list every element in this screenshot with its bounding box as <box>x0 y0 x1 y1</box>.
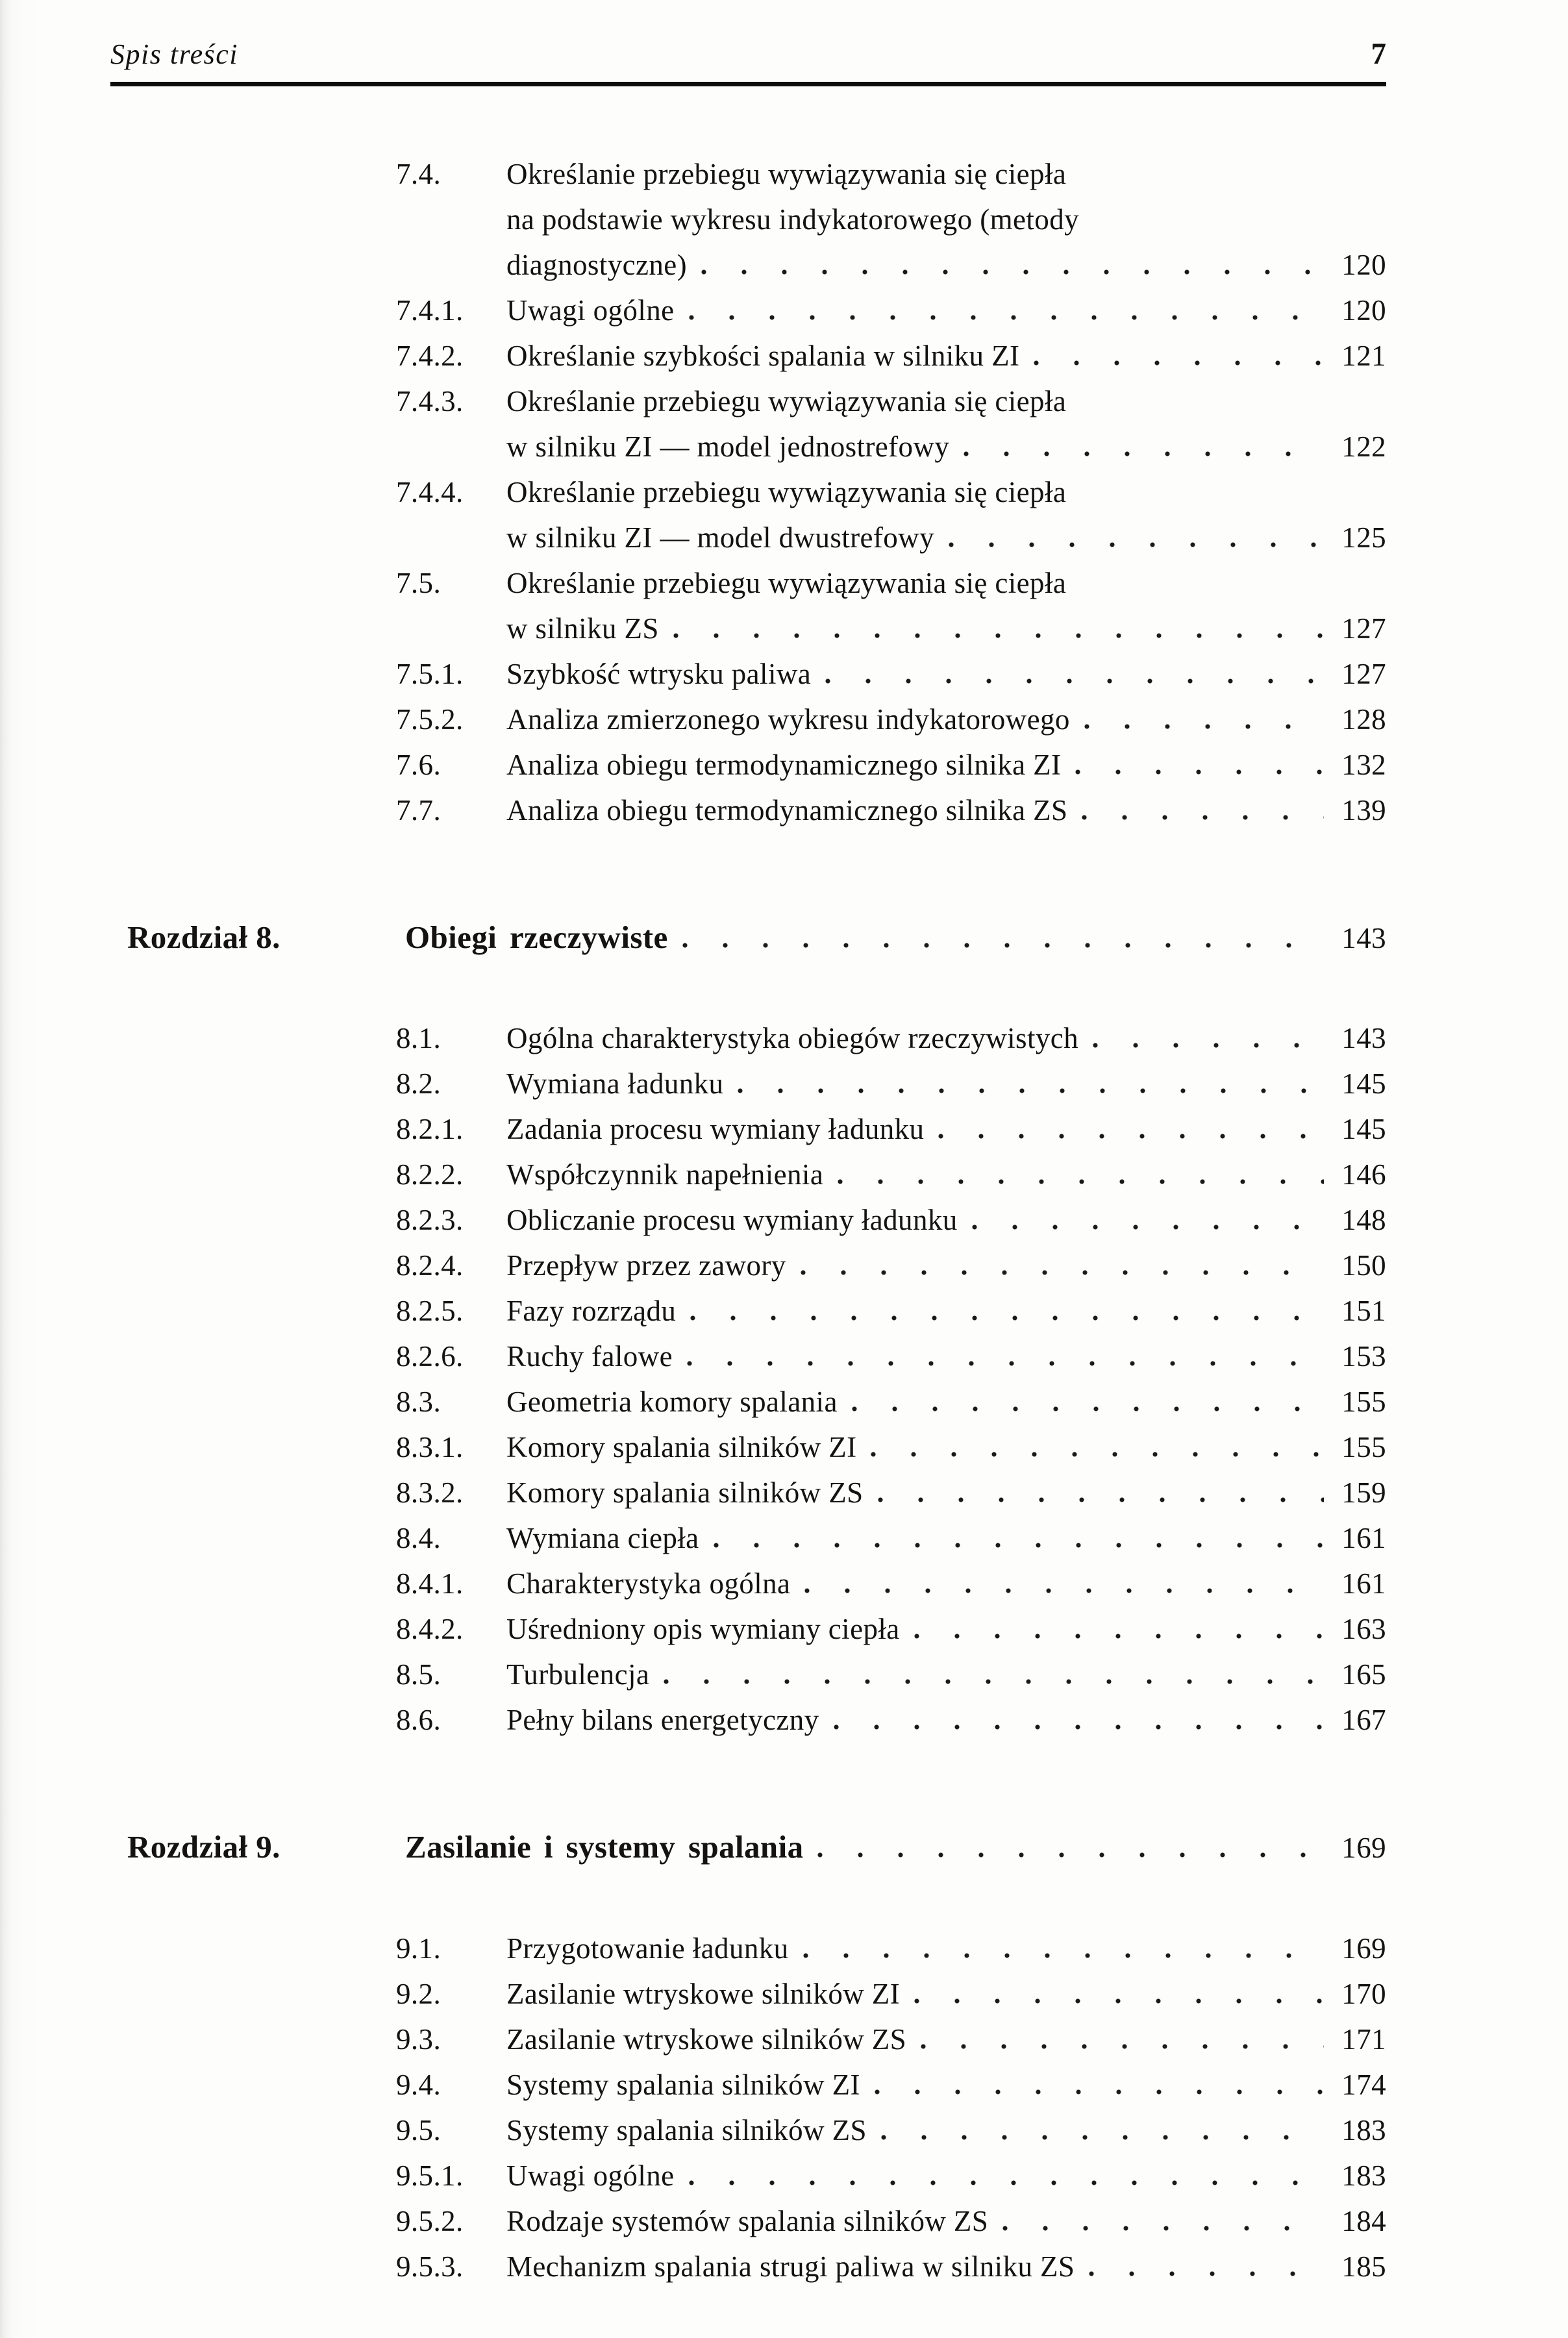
entry-title-text: Obliczanie procesu wymiany ładunku <box>506 1204 958 1237</box>
entry-number: 7.4.1. <box>396 294 464 327</box>
entry-title <box>506 560 1386 651</box>
dot-leader <box>871 1452 1324 1457</box>
entry-title-text: Określanie przebiegu wywiązywania się ciepła <box>506 158 1067 190</box>
toc-entry <box>110 742 1386 788</box>
entry-title-text: Fazy rozrządu <box>506 1295 677 1328</box>
toc-entry <box>110 379 1386 469</box>
entry-title-text: Ruchy falowe <box>506 1340 673 1373</box>
entry-page-number: 185 <box>1341 2250 1386 2283</box>
dot-leader <box>804 1588 1324 1593</box>
chapter-title: Zasilanie i systemy spalania <box>405 1829 804 1865</box>
entry-page-number: 148 <box>1341 1204 1386 1237</box>
entry-title <box>506 1379 1386 1424</box>
entry-title-text: Komory spalania silników ZS <box>506 1476 864 1510</box>
entry-title <box>506 1652 1386 1697</box>
entry-number: 7.4.3. <box>396 385 464 417</box>
entry-number: 8.1. <box>396 1022 442 1055</box>
dot-leader <box>938 1134 1324 1139</box>
entry-title <box>506 1424 1386 1470</box>
entry-title-line <box>506 2198 1386 2244</box>
entry-title-line <box>506 1470 1386 1515</box>
header-rule <box>110 82 1386 86</box>
entry-title <box>506 1697 1386 1743</box>
toc-entry <box>110 1106 1386 1152</box>
entry-title <box>506 1561 1386 1606</box>
dot-leader <box>817 1852 1324 1858</box>
entry-title-text: Mechanizm spalania strugi paliwa w silniku ZS <box>506 2250 1075 2283</box>
chapter-title-line <box>405 917 1386 957</box>
toc-entry <box>110 2062 1386 2108</box>
entry-title-text: Analiza obiegu termodynamicznego silnika ZS <box>506 794 1068 827</box>
entry-number: 8.2.2. <box>396 1158 464 1191</box>
entry-title-line <box>506 1152 1386 1197</box>
entry-title-text: Zadania procesu wymiany ładunku <box>506 1113 925 1146</box>
entry-title-text: Analiza zmierzonego wykresu indykatorowego <box>506 703 1070 736</box>
entry-title <box>506 2017 1386 2062</box>
entry-title-line <box>506 1243 1386 1288</box>
dot-leader <box>1075 769 1324 775</box>
entry-title-text: Określanie przebiegu wywiązywania się ciepła <box>506 567 1067 599</box>
entry-page-number: 163 <box>1341 1613 1386 1646</box>
entry-page-number: 170 <box>1341 1977 1386 2010</box>
entry-number: 8.5. <box>396 1658 442 1691</box>
entry-title-text: Określanie przebiegu wywiązywania się ciepła <box>506 476 1067 508</box>
entry-page-number: 125 <box>1341 521 1386 554</box>
entry-title <box>506 469 1386 560</box>
entry-page-number: 155 <box>1341 1431 1386 1464</box>
entry-page-number: 153 <box>1341 1340 1386 1373</box>
dot-leader <box>914 1998 1324 2004</box>
entry-title-text: Analiza obiegu termodynamicznego silnika ZI <box>506 749 1062 781</box>
entry-title <box>506 2062 1386 2108</box>
entry-title <box>506 2153 1386 2198</box>
entry-page-number: 161 <box>1341 1522 1386 1555</box>
entry-number: 8.6. <box>396 1704 442 1737</box>
dot-leader <box>1084 724 1324 729</box>
entry-title-text: Rodzaje systemów spalania silników ZS <box>506 2204 989 2237</box>
entry-title <box>506 1606 1386 1652</box>
entry-title <box>506 2244 1386 2289</box>
chapter-title-line <box>405 1827 1386 1867</box>
entry-title-line <box>506 1926 1386 1971</box>
entry-page-number: 150 <box>1341 1249 1386 1282</box>
entry-title <box>506 151 1386 288</box>
entry-title <box>506 1470 1386 1515</box>
toc-entry <box>110 1515 1386 1561</box>
toc-entry <box>110 1424 1386 1470</box>
entry-title-line <box>506 2153 1386 2198</box>
toc-entry <box>110 788 1386 833</box>
dot-leader <box>875 2089 1324 2095</box>
entry-title <box>506 333 1386 379</box>
entry-title-text: Współczynnik napełnienia <box>506 1158 824 1191</box>
entry-page-number: 139 <box>1341 794 1386 827</box>
entry-title <box>506 788 1386 833</box>
entry-page-number: 165 <box>1341 1658 1386 1691</box>
entry-number: 9.5.3. <box>396 2250 464 2283</box>
entry-title-line <box>506 2108 1386 2153</box>
dot-leader <box>834 1724 1324 1730</box>
entry-title-text: Wymiana ładunku <box>506 1067 724 1101</box>
entry-title-line <box>506 2062 1386 2108</box>
entry-number: 7.7. <box>396 794 442 827</box>
entry-title <box>506 697 1386 742</box>
dot-leader <box>1082 815 1324 820</box>
dot-leader <box>701 269 1324 275</box>
toc-entry <box>110 1334 1386 1379</box>
toc-entry <box>110 1243 1386 1288</box>
entry-title-line <box>506 2244 1386 2289</box>
entry-page-number: 145 <box>1341 1067 1386 1101</box>
entry-title-text: Przygotowanie ładunku <box>506 1932 789 1965</box>
toc-entry <box>110 1652 1386 1697</box>
dot-leader <box>949 542 1324 547</box>
dot-leader <box>714 1543 1325 1548</box>
dot-leader <box>972 1225 1324 1230</box>
entry-title <box>506 288 1386 333</box>
entry-number: 7.6. <box>396 749 442 781</box>
entry-number: 8.2.6. <box>396 1340 464 1373</box>
entry-title-text: Zasilanie wtryskowe silników ZI <box>506 1977 901 2010</box>
entry-number: 7.4. <box>396 158 442 190</box>
dot-leader <box>914 1634 1324 1639</box>
entry-page-number: 132 <box>1341 749 1386 781</box>
entry-number: 8.4. <box>396 1522 442 1555</box>
dot-leader <box>1002 2226 1324 2231</box>
entry-title-text: Charakterystyka ogólna <box>506 1567 791 1600</box>
toc-chapter-row <box>110 917 1386 957</box>
entry-title-text: Komory spalania silników ZI <box>506 1431 857 1464</box>
entry-title-line <box>506 1061 1386 1106</box>
dot-leader <box>689 315 1325 320</box>
toc-entry <box>110 2198 1386 2244</box>
dot-leader <box>1034 360 1324 366</box>
entry-page-number: 122 <box>1341 430 1386 463</box>
entry-title-line <box>506 288 1386 333</box>
dot-leader <box>852 1406 1324 1412</box>
entry-title-line <box>506 242 1386 288</box>
entry-title-line <box>506 1288 1386 1334</box>
entry-title-text: Uwagi ogólne <box>506 294 675 327</box>
entry-title <box>506 2108 1386 2153</box>
entry-title-text: Przepływ przez zawory <box>506 1249 786 1282</box>
entry-title <box>506 1288 1386 1334</box>
entry-number: 8.3.2. <box>396 1476 464 1510</box>
entry-number: 7.4.2. <box>396 340 464 372</box>
entry-page-number: 146 <box>1341 1158 1386 1191</box>
entry-title <box>506 1243 1386 1288</box>
dot-leader <box>881 2135 1324 2140</box>
running-header <box>0 0 1568 86</box>
entry-title-text: Systemy spalania silników ZS <box>506 2113 867 2146</box>
entry-title <box>506 1015 1386 1061</box>
entry-page-number: 183 <box>1341 2113 1386 2146</box>
entry-title-line <box>506 1652 1386 1697</box>
entry-title-text: Wymiana ciepła <box>506 1522 699 1555</box>
entry-number: 9.3. <box>396 2022 442 2056</box>
toc-entry <box>110 151 1386 288</box>
entry-title-text: Pełny bilans energetyczny <box>506 1704 819 1737</box>
entry-title-text: Turbulencja <box>506 1658 650 1691</box>
entry-title <box>506 651 1386 697</box>
entry-number: 9.5.2. <box>396 2204 464 2237</box>
entry-title-line <box>506 1334 1386 1379</box>
entry-title-line <box>506 742 1386 788</box>
dot-leader <box>738 1088 1324 1093</box>
toc-entry <box>110 2244 1386 2289</box>
entry-number: 8.2.5. <box>396 1295 464 1328</box>
dot-leader <box>964 451 1324 456</box>
entry-number: 8.4.1. <box>396 1567 464 1600</box>
entry-number: 9.1. <box>396 1932 442 1965</box>
entry-title-line <box>506 1971 1386 2017</box>
entry-title <box>506 1926 1386 1971</box>
toc-entry <box>110 2153 1386 2198</box>
dot-leader <box>673 633 1324 638</box>
entry-title-line <box>506 2017 1386 2062</box>
entry-page-number: 174 <box>1341 2068 1386 2101</box>
toc-entry <box>110 1606 1386 1652</box>
entry-page-number: 128 <box>1341 703 1386 736</box>
entry-title-text: Geometria komory spalania <box>506 1386 838 1419</box>
entry-title-line <box>506 333 1386 379</box>
toc-entry <box>110 1971 1386 2017</box>
dot-leader <box>689 2180 1325 2185</box>
toc-entry <box>110 1561 1386 1606</box>
entry-title-line <box>506 1424 1386 1470</box>
entry-title-text: w silniku ZS <box>506 612 659 645</box>
entry-title-line <box>506 1379 1386 1424</box>
running-title: Spis treści <box>110 38 238 70</box>
toc-entry <box>110 288 1386 333</box>
entry-title-line <box>506 424 1386 469</box>
entry-page-number: 169 <box>1341 1932 1386 1965</box>
entry-number: 9.5.1. <box>396 2159 464 2192</box>
toc-entry <box>110 1152 1386 1197</box>
entry-number: 9.4. <box>396 2068 442 2101</box>
chapter-label: Rozdział 8. <box>127 919 280 955</box>
entry-title-text: Szybkość wtrysku paliwa <box>506 658 812 690</box>
entry-page-number: 127 <box>1341 612 1386 645</box>
entry-page-number: 145 <box>1341 1113 1386 1146</box>
entry-page-number: 155 <box>1341 1386 1386 1419</box>
entry-number: 8.2.1. <box>396 1113 464 1146</box>
dot-leader <box>664 1679 1324 1684</box>
dot-leader <box>687 1361 1324 1366</box>
toc-entry <box>110 1015 1386 1061</box>
entry-title <box>506 1197 1386 1243</box>
toc-entry <box>110 2017 1386 2062</box>
toc-entry <box>110 1288 1386 1334</box>
toc-entry <box>110 651 1386 697</box>
entry-number: 8.3.1. <box>396 1431 464 1464</box>
entry-title-line <box>506 651 1386 697</box>
entry-number: 7.5.1. <box>396 658 464 690</box>
entry-title <box>506 1061 1386 1106</box>
entry-title-line <box>506 560 1386 606</box>
entry-page-number: 120 <box>1341 294 1386 327</box>
dot-leader <box>878 1497 1324 1502</box>
chapter-label: Rozdział 9. <box>127 1829 280 1865</box>
entry-number: 8.2.4. <box>396 1249 464 1282</box>
entry-title <box>506 2198 1386 2244</box>
entry-number: 8.4.2. <box>396 1613 464 1646</box>
entry-title-text: na podstawie wykresu indykatorowego (metody <box>506 203 1079 236</box>
entry-number: 8.2.3. <box>396 1204 464 1237</box>
entry-title-line <box>506 1697 1386 1743</box>
dot-leader <box>801 1270 1324 1275</box>
toc-entry <box>110 560 1386 651</box>
dot-leader <box>1093 1043 1324 1048</box>
entry-title-line <box>506 515 1386 560</box>
dot-leader <box>825 678 1324 684</box>
entry-title-line <box>506 1015 1386 1061</box>
entry-title <box>506 1334 1386 1379</box>
entry-title-line <box>506 1197 1386 1243</box>
entry-title-text: Uwagi ogólne <box>506 2159 675 2192</box>
entry-title-line <box>506 1561 1386 1606</box>
entry-number: 7.5.2. <box>396 703 464 736</box>
dot-leader <box>682 943 1324 948</box>
entry-title <box>506 379 1386 469</box>
chapter-page-number: 143 <box>1341 922 1386 954</box>
entry-title <box>506 1971 1386 2017</box>
entry-page-number: 171 <box>1341 2022 1386 2056</box>
entry-number: 8.3. <box>396 1386 442 1419</box>
entry-page-number: 120 <box>1341 249 1386 281</box>
entry-title <box>506 1152 1386 1197</box>
entry-title-line <box>506 606 1386 651</box>
entry-page-number: 127 <box>1341 658 1386 690</box>
toc-entry <box>110 469 1386 560</box>
chapter-page-number: 169 <box>1341 1832 1386 1865</box>
entry-number: 7.4.4. <box>396 476 464 508</box>
toc-entry <box>110 333 1386 379</box>
entry-title-line <box>506 151 1386 197</box>
entry-number: 9.2. <box>396 1977 442 2010</box>
entry-title-text: Określanie przebiegu wywiązywania się ciepła <box>506 385 1067 417</box>
entry-title-text: Określanie szybkości spalania w silniku ZI <box>506 340 1020 372</box>
entry-title-text: w silniku ZI — model dwustrefowy <box>506 521 934 554</box>
chapter-title: Obiegi rzeczywiste <box>405 919 668 955</box>
entry-title <box>506 742 1386 788</box>
toc-entry <box>110 1061 1386 1106</box>
entry-number: 8.2. <box>396 1067 442 1101</box>
dot-leader <box>921 2044 1324 2049</box>
entry-title-text: Ogólna charakterystyka obiegów rzeczywistych <box>506 1022 1079 1055</box>
entry-title <box>506 1515 1386 1561</box>
entry-title-text: w silniku ZI — model jednostrefowy <box>506 430 950 463</box>
toc <box>0 86 1568 2289</box>
entry-title-text: Zasilanie wtryskowe silników ZS <box>506 2022 907 2056</box>
dot-leader <box>803 1953 1324 1958</box>
entry-title-line <box>506 697 1386 742</box>
dot-leader <box>838 1179 1324 1184</box>
entry-number: 7.5. <box>396 567 442 599</box>
toc-entry <box>110 1697 1386 1743</box>
entry-title-line <box>506 469 1386 515</box>
entry-title-line <box>506 379 1386 424</box>
entry-title-text: Uśredniony opis wymiany ciepła <box>506 1613 900 1646</box>
entry-page-number: 121 <box>1341 340 1386 372</box>
toc-entry <box>110 1197 1386 1243</box>
folio-page-number: 7 <box>1371 37 1386 71</box>
entry-title <box>506 1106 1386 1152</box>
entry-title-line <box>506 197 1386 242</box>
toc-entry <box>110 1926 1386 1971</box>
entry-page-number: 167 <box>1341 1704 1386 1737</box>
entry-page-number: 143 <box>1341 1022 1386 1055</box>
entry-title-line <box>506 788 1386 833</box>
entry-title-text: diagnostyczne) <box>506 249 687 281</box>
toc-entry <box>110 1470 1386 1515</box>
toc-entry <box>110 1379 1386 1424</box>
entry-number: 9.5. <box>396 2113 442 2146</box>
entry-page-number: 151 <box>1341 1295 1386 1328</box>
toc-chapter-row <box>110 1827 1386 1867</box>
entry-title-line <box>506 1515 1386 1561</box>
toc-entry <box>110 2108 1386 2153</box>
entry-page-number: 159 <box>1341 1476 1386 1510</box>
entry-title-text: Systemy spalania silników ZI <box>506 2068 860 2101</box>
entry-title-line <box>506 1106 1386 1152</box>
toc-entry <box>110 697 1386 742</box>
entry-page-number: 184 <box>1341 2204 1386 2237</box>
entry-page-number: 183 <box>1341 2159 1386 2192</box>
entry-page-number: 161 <box>1341 1567 1386 1600</box>
entry-title-line <box>506 1606 1386 1652</box>
dot-leader <box>1089 2271 1324 2276</box>
dot-leader <box>690 1315 1324 1321</box>
